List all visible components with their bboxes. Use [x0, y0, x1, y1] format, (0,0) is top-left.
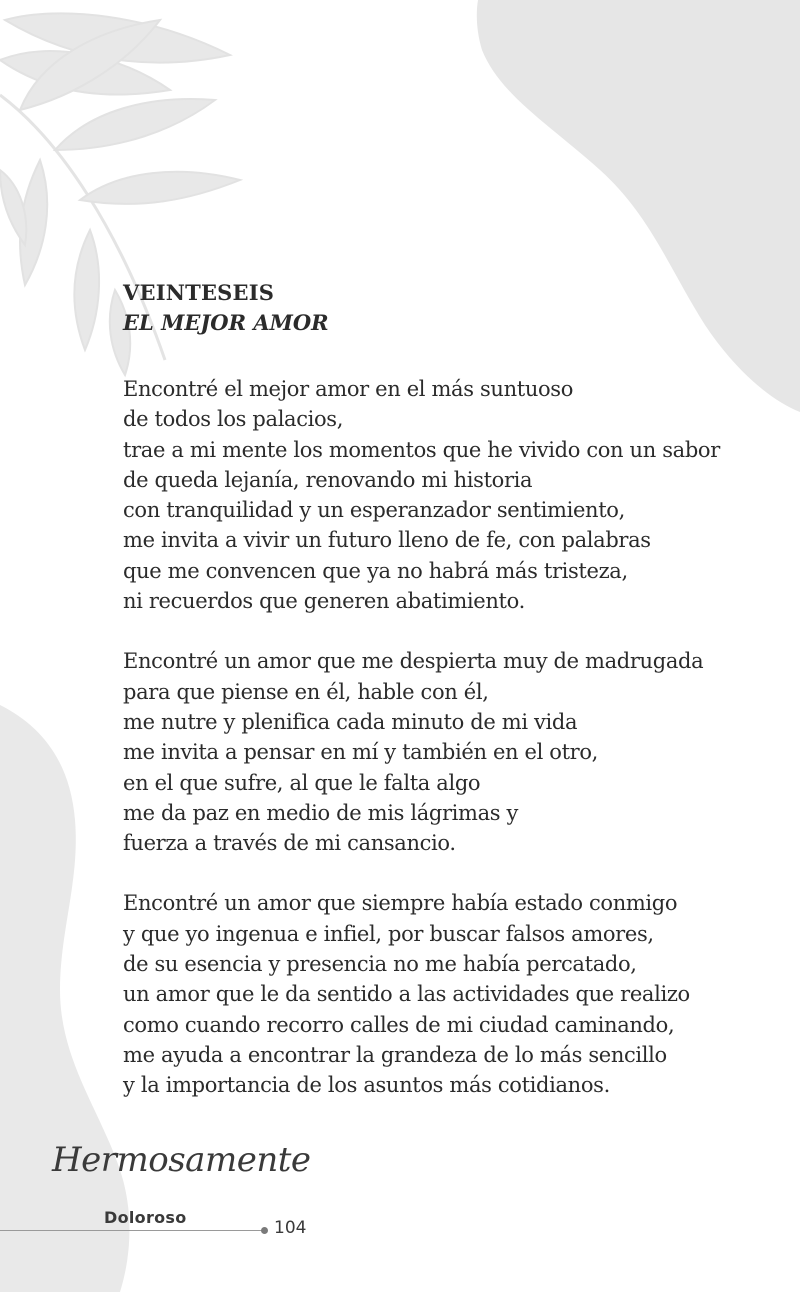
poem-body — [123, 374, 763, 1101]
poem-line: de todos los palacios, — [123, 407, 344, 432]
poem-line: ni recuerdos que generen abatimiento. — [123, 589, 525, 614]
stanza-2 — [123, 646, 763, 858]
stanza-3 — [123, 888, 763, 1100]
footer-rule-dot — [261, 1227, 268, 1234]
poem-page — [123, 278, 763, 1131]
poem-line: un amor que le da sentido a las actividades que realizo — [123, 982, 690, 1007]
poem-line: de su esencia y presencia no me había percatado, — [123, 952, 637, 977]
poem-title: VEINTESEIS — [123, 280, 275, 305]
brand-logo-script: Hermosamente — [52, 1140, 311, 1180]
poem-line: me invita a pensar en mí y también en el otro, — [123, 740, 598, 765]
poem-line: con tranquilidad y un esperanzador sentimiento, — [123, 498, 625, 523]
poem-line: me nutre y plenifica cada minuto de mi vida — [123, 709, 578, 734]
page-footer — [0, 1130, 800, 1250]
poem-line: que me convencen que ya no habrá más tristeza, — [123, 558, 628, 583]
brand-logo-subtitle: Doloroso — [104, 1208, 187, 1227]
poem-line: Encontré un amor que me despierta muy de madrugada — [123, 649, 704, 674]
poem-line: de queda lejanía, renovando mi historia — [123, 467, 533, 492]
poem-line: fuerza a través de mi cansancio. — [123, 831, 456, 856]
poem-line: como cuando recorro calles de mi ciudad caminando, — [123, 1012, 675, 1037]
poem-subtitle: EL MEJOR AMOR — [123, 310, 329, 335]
poem-line: para que piense en él, hable con él, — [123, 679, 489, 704]
footer-rule — [0, 1230, 262, 1231]
poem-line: y que yo ingenua e infiel, por buscar falsos amores, — [123, 921, 654, 946]
poem-line: me invita a vivir un futuro lleno de fe, con palabras — [123, 528, 651, 553]
poem-line: me da paz en medio de mis lágrimas y — [123, 800, 519, 825]
stanza-1 — [123, 374, 763, 616]
poem-line: trae a mi mente los momentos que he vivido con un sabor — [123, 437, 720, 462]
poem-line: en el que sufre, al que le falta algo — [123, 770, 481, 795]
poem-line: me ayuda a encontrar la grandeza de lo más sencillo — [123, 1042, 667, 1067]
page-number: 104 — [274, 1218, 307, 1238]
poem-line: y la importancia de los asuntos más cotidianos. — [123, 1073, 610, 1098]
poem-line: Encontré un amor que siempre había estado conmigo — [123, 891, 678, 916]
poem-line: Encontré el mejor amor en el más suntuoso — [123, 377, 574, 401]
